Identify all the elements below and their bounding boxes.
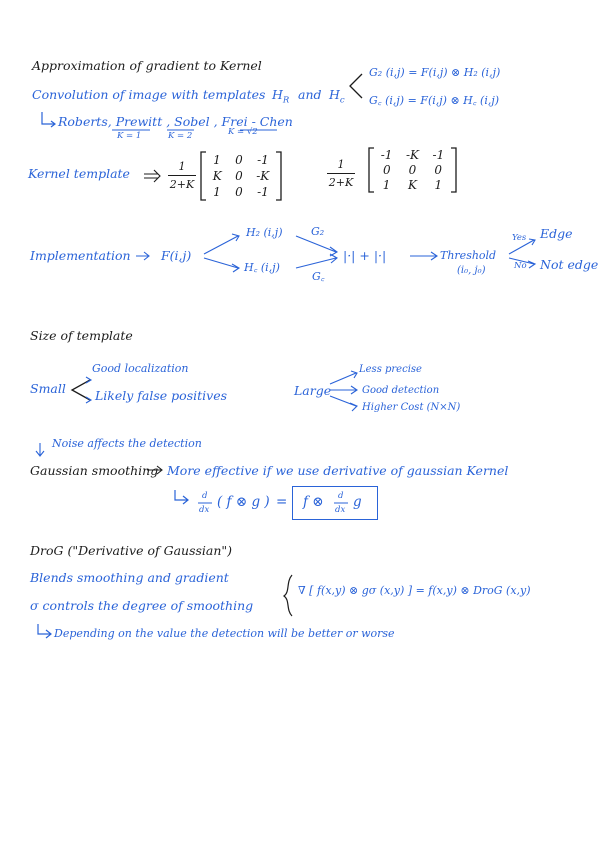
operator-examples: Roberts, Prewitt , Sobel , Frei - Chen (58, 114, 293, 129)
edge-label: Edge (540, 226, 573, 241)
f-ij: F(i,j) (161, 248, 192, 263)
matrix-cell: 1 (213, 185, 221, 199)
dx-den-2: dx (335, 505, 346, 515)
large-less-precise: Less precise (359, 364, 422, 375)
k-prewitt: K = 1 (117, 131, 142, 141)
matrix-row (206, 169, 276, 183)
noise-note: Noise affects the detection (52, 437, 202, 450)
matrix-cell: 1 (434, 178, 443, 192)
matrix-row (206, 185, 276, 199)
matrix-row (206, 153, 276, 167)
kernel-matrix-horizontal (206, 153, 276, 199)
matrix-cell: 0 (408, 163, 417, 177)
matrix-cell: 1 (213, 153, 221, 167)
dx-den-1: dx (199, 505, 210, 515)
matrix-cell: 0 (235, 185, 243, 199)
large-label: Large (294, 383, 332, 398)
equals-sign: = (276, 494, 288, 510)
hr-symbol: $H_R$ (272, 87, 290, 106)
d-num-1: d (202, 491, 208, 501)
convolution-text: Convolution of image with templates (32, 87, 266, 102)
matrix-row (374, 148, 451, 162)
matrix-cell: -K (256, 169, 270, 183)
f-conv: f ⊗ (303, 494, 324, 510)
matrix-cell: K (408, 178, 417, 192)
fraction-2: 1 2+K (328, 158, 354, 189)
kernel-matrix-vertical (374, 148, 451, 192)
hr-ij: H₂ (i,j) (246, 226, 283, 239)
gaussian-text: More effective if we use derivative of gaussian Kernel (167, 463, 509, 478)
equation-gc: G꜀ (i,j) = F(i,j) ⊗ H꜀ (i,j) (369, 94, 500, 107)
matrix-cell: -1 (380, 148, 393, 162)
gc-label: G꜀ (312, 270, 325, 283)
matrix-cell: 0 (434, 163, 442, 177)
hc-symbol: $H_c$ (329, 87, 345, 106)
threshold-sub: (i₀, j₀) (457, 265, 486, 276)
hc-ij: H꜀ (i,j) (244, 261, 280, 274)
matrix-cell: 1 (382, 178, 391, 192)
large-good-detection: Good detection (362, 385, 440, 396)
d-num-2: d (338, 491, 344, 501)
equation-gr: G₂ (i,j) = F(i,j) ⊗ H₂ (i,j) (369, 66, 501, 79)
section-title-drog: DroG ("Derivative of Gaussian") (30, 543, 233, 558)
small-bad: Likely false positives (95, 388, 228, 403)
g-symbol: g (353, 494, 362, 510)
gaussian-smoothing-label: Gaussian smoothing (30, 463, 159, 478)
not-edge-label: Not edge (540, 257, 599, 272)
no-label: No (514, 261, 527, 271)
drog-formula: ∇ [ f(x,y) ⊗ gσ (x,y) ] = f(x,y) ⊗ DroG (x,y) (298, 584, 531, 597)
matrix-cell: 0 (235, 169, 243, 183)
matrix-row (374, 178, 451, 192)
and-text: and (298, 87, 322, 102)
matrix-cell: -1 (257, 185, 269, 199)
matrix-cell: 0 (383, 163, 391, 177)
sigma-text: σ controls the degree of smoothing (30, 598, 254, 613)
abs-sum: |·| + |·| (343, 248, 387, 263)
section-title-approximation: Approximation of gradient to Kernel (32, 58, 262, 73)
k-sobel: K = 2 (168, 131, 193, 141)
gr-label: G₂ (311, 225, 325, 238)
matrix-cell: 0 (235, 153, 243, 167)
matrix-cell: -K (405, 148, 419, 162)
implementation-label: Implementation (30, 248, 131, 263)
large-higher-cost: Higher Cost (N×N) (362, 402, 461, 413)
matrix-cell: -1 (257, 153, 269, 167)
kernel-template-label: Kernel template (28, 166, 130, 181)
k-frei-chen: K = √2 (228, 127, 258, 137)
section-title-size: Size of template (30, 328, 133, 343)
small-label: Small (30, 381, 66, 396)
threshold-label: Threshold (440, 249, 497, 262)
matrix-row (374, 163, 451, 177)
depending-text: Depending on the value the detection will be better or worse (54, 627, 395, 640)
blends-text: Blends smoothing and gradient (30, 570, 229, 585)
small-good: Good localization (92, 362, 189, 375)
matrix-cell: K (212, 169, 222, 183)
f-conv-g: ( f ⊗ g ) (217, 494, 270, 510)
fraction-1: 1 2+K (169, 160, 195, 191)
matrix-cell: -1 (432, 148, 445, 162)
yes-label: Yes (512, 233, 527, 243)
